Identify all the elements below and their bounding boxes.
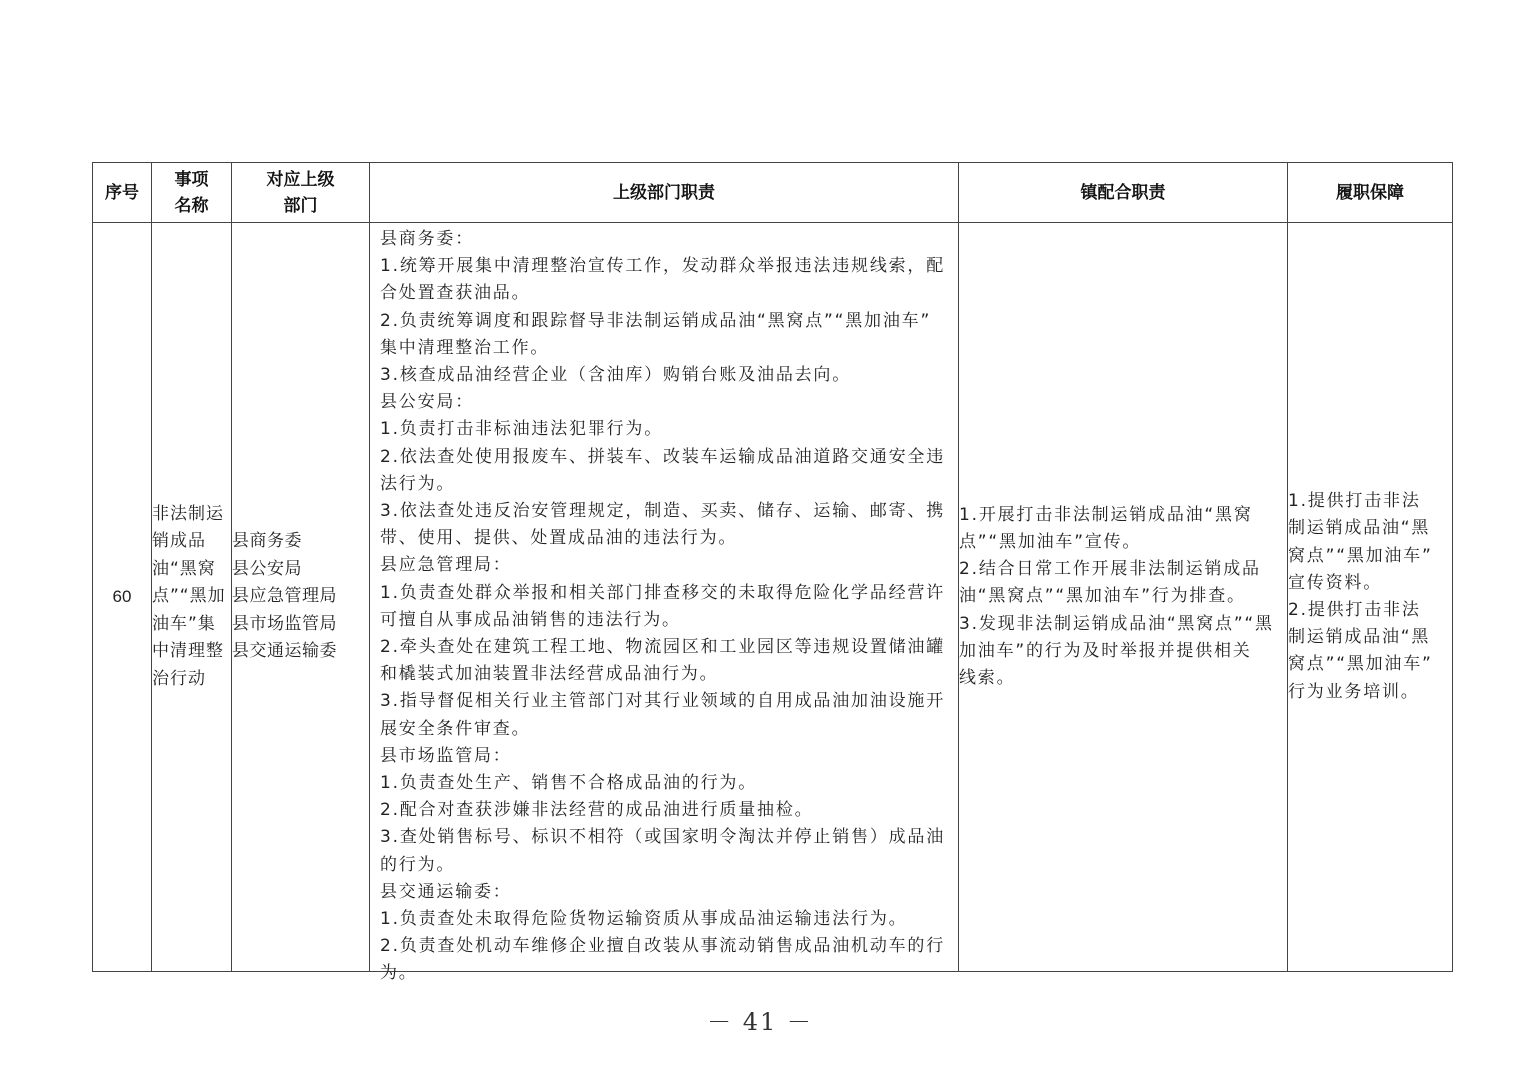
- guarantee-text: [1288, 488, 1452, 706]
- higher-duty-line: 的行为。: [380, 854, 456, 875]
- higher-duty-line: 县交通运输委：: [380, 881, 512, 902]
- higher-duty-line: 2.牵头查处在建筑工程工地、物流园区和工业园区等违规设置储油罐: [380, 637, 946, 658]
- header-guarantee-label: 履职保障: [1336, 182, 1404, 203]
- higher-duty-line: 3.依法查处违反治安管理规定，制造、买卖、储存、运输、邮寄、携: [380, 501, 946, 522]
- higher-duty-line: 1.负责查处群众举报和相关部门排查移交的未取得危险化学品经营许: [380, 582, 946, 603]
- town-duty-line: 2.结合日常工作开展非法制运销成品: [959, 559, 1261, 580]
- higher-duty-line: 县应急管理局：: [380, 555, 512, 576]
- departments-cell: [232, 223, 370, 972]
- header-name: [152, 163, 232, 223]
- town-duty-line: 油“黑窝点”“黑加油车”行为排查。: [959, 586, 1246, 607]
- header-town-label: 镇配合职责: [1080, 182, 1166, 203]
- higher-duty-line: 1.负责查处未取得危险货物运输资质从事成品油运输违法行为。: [380, 909, 908, 930]
- department-item: 县公安局: [232, 558, 302, 579]
- table-row: [93, 223, 1453, 972]
- higher-duty-line: 展安全条件审查。: [380, 718, 531, 739]
- higher-duty-line: 法行为。: [380, 473, 456, 494]
- page-number: － 41 －: [707, 1008, 813, 1036]
- higher-duty-line: 2.依法查处使用报废车、拼装车、改装车运输成品油道路交通安全违: [380, 446, 946, 467]
- higher-duty-line: 1.负责查处生产、销售不合格成品油的行为。: [380, 773, 758, 794]
- higher-duty-line: 合处置查获油品。: [380, 283, 531, 304]
- item-name: 非法制运销成品油“黑窝点”“黑加油车”集中清理整治行动: [152, 503, 226, 689]
- departments-list: [232, 528, 369, 666]
- higher-duty-line: 可擅自从事成品油销售的违法行为。: [380, 609, 681, 630]
- header-town: [959, 163, 1288, 223]
- department-item: 县市场监管局: [232, 613, 337, 634]
- higher-duty-line: 和橇装式加油装置非法经营成品油行为。: [380, 664, 719, 685]
- higher-duty-line: 2.配合对查获涉嫌非法经营的成品油进行质量抽检。: [380, 800, 814, 821]
- higher-duties-cell: [370, 223, 959, 984]
- guarantee-cell: [1288, 223, 1453, 972]
- higher-duty-line: 为。: [380, 963, 418, 984]
- guarantee-line: 宣传资料。: [1288, 572, 1382, 593]
- town-duties-cell: [959, 223, 1288, 972]
- header-dept: [232, 163, 370, 223]
- guarantee-line: 窝点”“黑加油车”: [1288, 654, 1433, 675]
- higher-duty-line: 县商务委：: [380, 229, 474, 249]
- higher-duty-line: 2.负责统筹调度和跟踪督导非法制运销成品油“黑窝点”“黑加油车”: [380, 310, 932, 331]
- guarantee-line: 1.提供打击非法: [1288, 491, 1421, 512]
- guarantee-line: 制运销成品油“黑: [1288, 627, 1431, 648]
- higher-duty-line: 3.查处销售标号、标识不相符（或国家明令淘汰并停止销售）成品油: [380, 827, 946, 848]
- guarantee-line: 制运销成品油“黑: [1288, 518, 1431, 539]
- higher-duty-line: 3.指导督促相关行业主管部门对其行业领域的自用成品油加油设施开: [380, 691, 946, 712]
- duty-table: [92, 162, 1453, 984]
- town-duty-line: 加油车”的行为及时举报并提供相关: [959, 640, 1252, 661]
- header-no-label: 序号: [105, 182, 139, 203]
- header-no: [93, 163, 152, 223]
- town-duty-line: 3.发现非法制运销成品油“黑窝点”“黑: [959, 613, 1274, 634]
- town-duties-text: [959, 502, 1287, 692]
- higher-duty-line: 集中清理整治工作。: [380, 337, 550, 358]
- guarantee-line: 行为业务培训。: [1288, 681, 1420, 702]
- higher-duty-line: 3.核查成品油经营企业（含油库）购销台账及油品去向。: [380, 365, 852, 386]
- header-higher: [370, 163, 959, 223]
- header-row: [93, 163, 1453, 223]
- header-guarantee: [1288, 163, 1453, 223]
- higher-duty-line: 2.负责查处机动车维修企业擅自改装从事流动销售成品油机动车的行: [380, 936, 946, 957]
- header-dept-line2: 部门: [283, 195, 318, 216]
- higher-duties-text: [370, 223, 958, 984]
- header-higher-label: 上级部门职责: [613, 182, 715, 203]
- department-item: 县应急管理局: [232, 586, 337, 607]
- header-name-line2: 名称: [174, 195, 209, 216]
- town-duty-line: 线索。: [959, 668, 1016, 688]
- higher-duty-line: 县公安局：: [380, 392, 474, 413]
- department-item: 县商务委: [232, 531, 302, 552]
- town-duty-line: 点”“黑加油车”宣传。: [959, 531, 1142, 552]
- header-dept-line1: 对应上级: [266, 169, 335, 190]
- higher-duty-line: 1.统筹开展集中清理整治宣传工作，发动群众举报违法违规线索，配: [380, 256, 946, 277]
- department-item: 县交通运输委: [232, 641, 337, 662]
- item-name-cell: [152, 223, 232, 972]
- higher-duty-line: 带、使用、提供、处置成品油的违法行为。: [380, 528, 738, 549]
- guarantee-line: 2.提供打击非法: [1288, 600, 1421, 620]
- row-number: [93, 223, 152, 972]
- town-duty-line: 1.开展打击非法制运销成品油“黑窝: [959, 504, 1253, 525]
- higher-duty-line: 1.负责打击非标油违法犯罪行为。: [380, 419, 664, 440]
- header-name-line1: 事项: [174, 169, 209, 190]
- guarantee-line: 窝点”“黑加油车”: [1288, 545, 1433, 566]
- higher-duty-line: 县市场监管局：: [380, 745, 512, 766]
- row-number-value: 60: [112, 587, 132, 606]
